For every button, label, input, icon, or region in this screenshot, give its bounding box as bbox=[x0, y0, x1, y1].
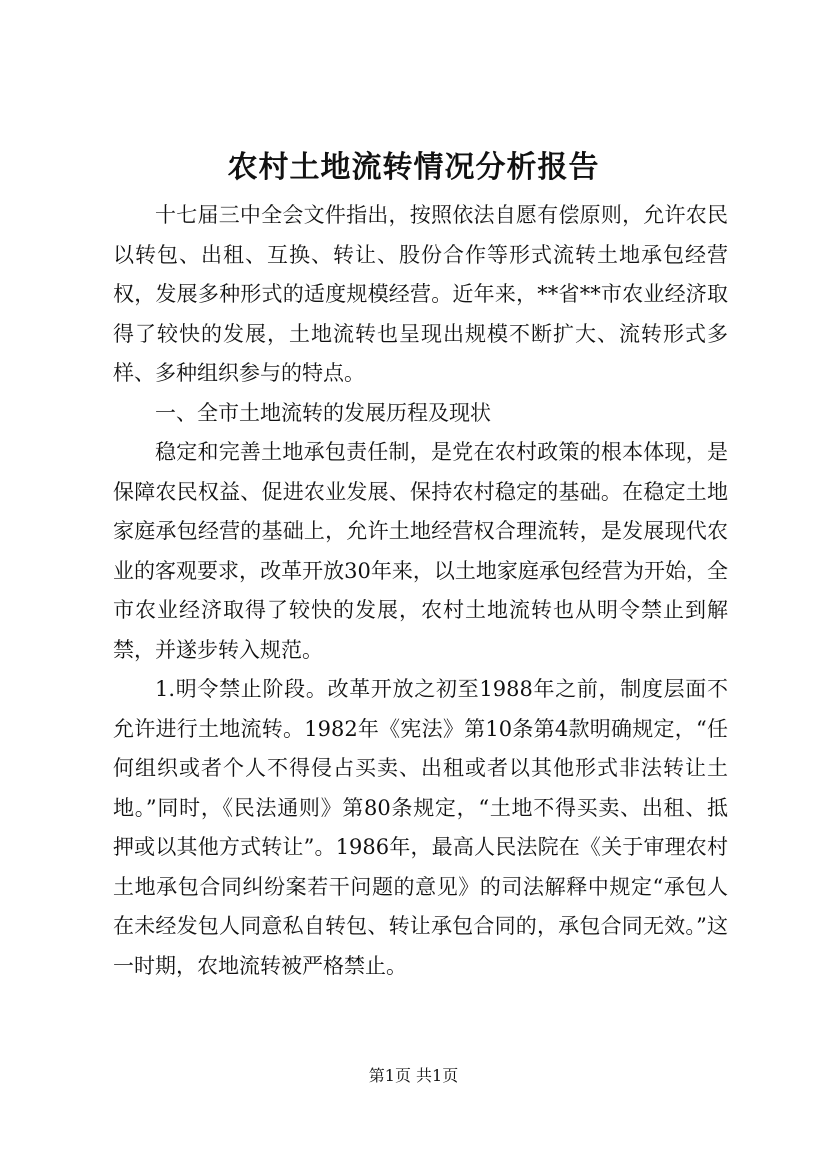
body-paragraph: 1.明令禁止阶段。改革开放之初至1988年之前，制度层面不允许进行土地流转。1982年《宪法》第10条第4款明确规定，“任何组织或者个人不得侵占买卖、出租或者以其他形式非法转让土地。”同时，《民法通则》第80条规定，“土地不得买卖、出租、抵押或以其他方式转让”。1986年，最高人民法院在《关于审理农村土地承包合同纠纷案若干问题的意见》的司法解释中规定“承包人在未经发包人同意私自转包、转让承包合同的，承包合同无效。”这一时期，农地流转被严格禁止。 bbox=[113, 677, 728, 978]
body-paragraph: 稳定和完善土地承包责任制，是党在农村政策的根本体现，是保障农民权益、促进农业发展、保持农村稳定的基础。在稳定土地家庭承包经营的基础上，允许土地经营权合理流转，是发展现代农业的客观要求，改革开放30年来，以土地家庭承包经营为开始，全市农业经济取得了较快的发展，农村土地流转也从明令禁止到解禁，并遂步转入规范。 bbox=[113, 440, 728, 662]
document-body bbox=[113, 196, 728, 986]
page-footer: 第1页 共1页 bbox=[368, 1066, 459, 1085]
intro-paragraph: 十七届三中全会文件指出，按照依法自愿有偿原则，允许农民以转包、出租、互换、转让、股份合作等形式流转土地承包经营权，发展多种形式的适度规模经营。近年来，**省**市农业经济取得了较快的发展，土地流转也呈现出规模不断扩大、流转形式多样、多种组织参与的特点。 bbox=[113, 203, 728, 385]
section-heading: 一、全市土地流转的发展历程及现状 bbox=[155, 400, 491, 425]
document-title: 农村土地流转情况分析报告 bbox=[227, 150, 600, 185]
